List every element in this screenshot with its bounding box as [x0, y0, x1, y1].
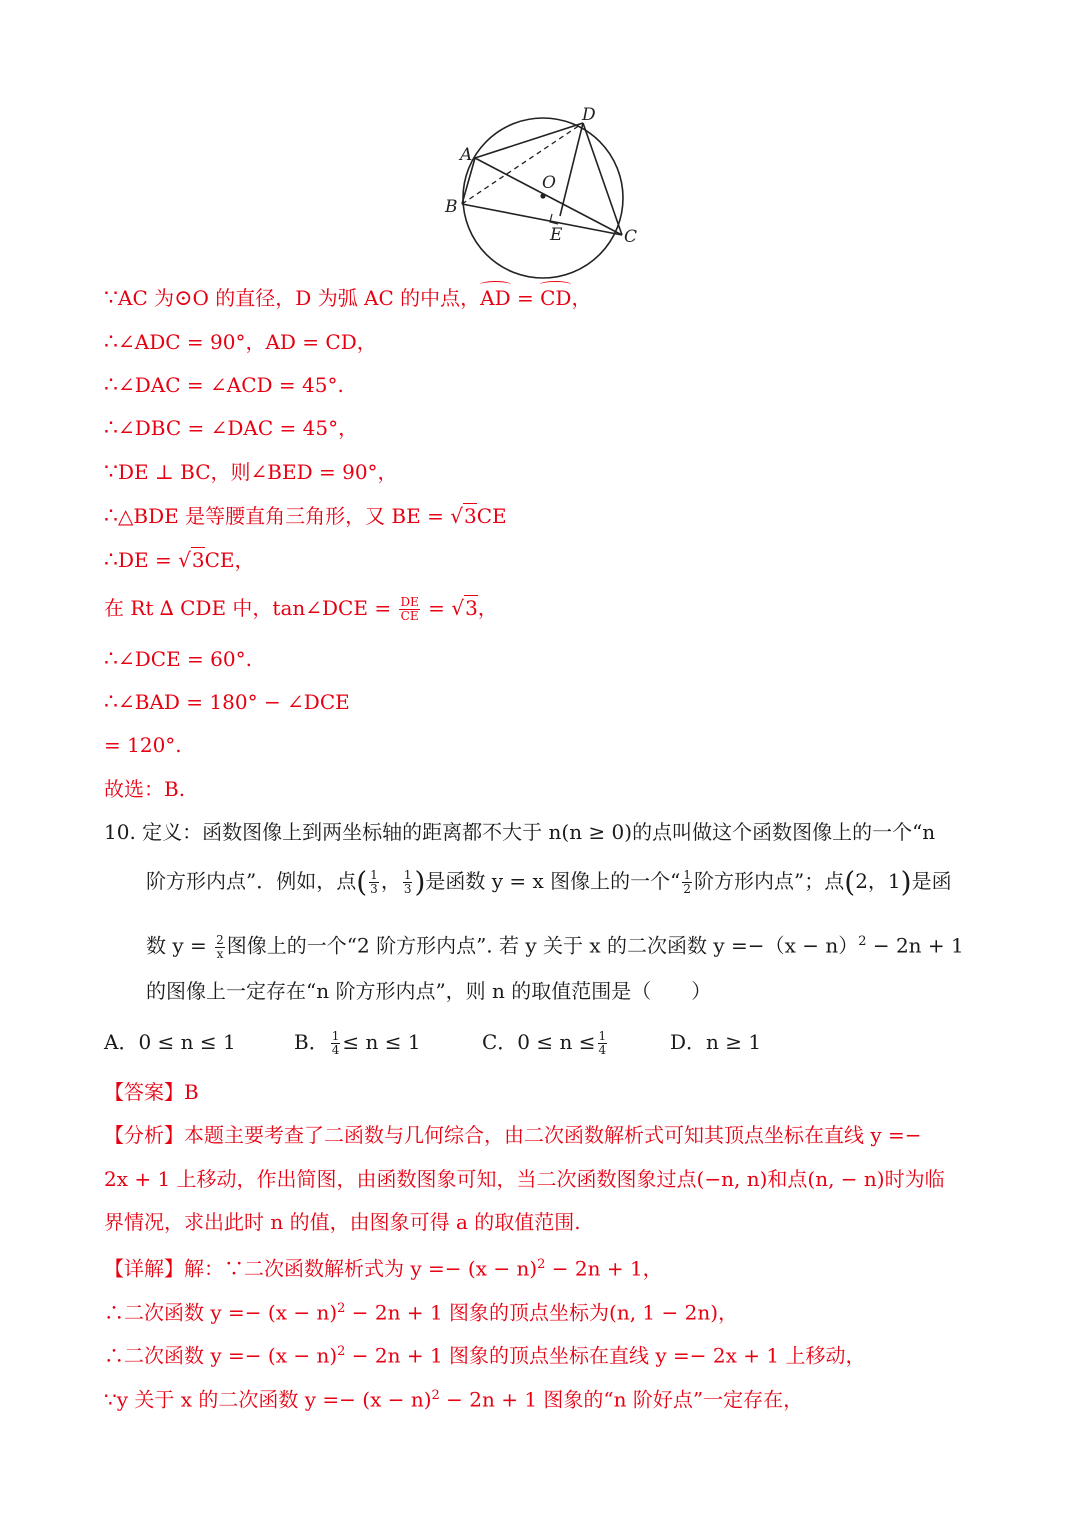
segment-ad — [475, 123, 583, 158]
answer-options — [104, 1027, 761, 1057]
label-b: B — [445, 197, 458, 217]
fraction-1-3: $\frac{1}{3}$ — [370, 868, 378, 896]
because-symbol: ∵ — [104, 460, 118, 485]
option-d: D．n ≥ 1 — [670, 1030, 762, 1054]
fraction-1-3: $\frac{1}{3}$ — [403, 868, 412, 896]
solution-line-10: ∴∠BAD = 180° − ∠DCE — [104, 690, 350, 715]
label-o: O — [542, 173, 556, 193]
question-line-4: 的图像上一定存在“n 阶方形内点”，则 n 的取值范围是（ ） — [146, 979, 712, 1003]
option-a: A．0 ≤ n ≤ 1 — [104, 1030, 236, 1054]
analysis-line-3: 界情况，求出此时 n 的值，由图象可得 a 的取值范围. — [104, 1210, 581, 1234]
analysis-line-2: 2x + 1 上移动，作出简图，由函数图象可知，当二次函数图象过点(−n, n)和点(n, − n)时为临 — [104, 1167, 945, 1191]
segment-bc — [462, 204, 622, 235]
question-line-2: 阶方形内点”．例如，点( $\frac{1}{3}$ ， $\frac{1}{3}$ )是函数 y = x 图像上的一个“ $\frac{1}{2}$ 阶方形内点”；点(2，1)是函 — [146, 865, 952, 899]
detail-line-2: ∴二次函数 $y =- (x - n)^2 - 2n + 1$ 图象的顶点坐标为(n, 1 − 2n)， — [104, 1300, 739, 1325]
label-e: E — [550, 225, 563, 245]
sqrt-3: √3 — [178, 548, 205, 572]
solution-line-8: 在 Rt ∆ CDE 中，tan∠DCE = $\frac{DE}{CE}$ = √3， — [104, 595, 498, 623]
solution-line-4: ∴∠DBC = ∠DAC = 45°， — [104, 416, 359, 441]
because-symbol: ∵ — [104, 286, 118, 311]
question-line-1: 10. 定义：函数图像上到两坐标轴的距离都不大于 n(n ≥ 0)的点叫做这个函数图像上的一个“n — [104, 820, 936, 844]
solution-line-1: ∵AC 为⊙O 的直径，D 为弧 AC 的中点，AD = CD， — [104, 283, 591, 314]
therefore-symbol: ∴ — [104, 690, 118, 715]
solution-line-5: ∵DE ⊥ BC，则∠BED = 90°， — [104, 460, 398, 485]
answer-line: 【答案】B — [104, 1080, 199, 1104]
label-c: C — [624, 227, 638, 247]
circle-dot-symbol: ⊙ — [174, 286, 193, 311]
therefore-symbol: ∴ — [104, 416, 118, 441]
solution-line-7: ∴DE = √3CE， — [104, 545, 255, 576]
detail-line-1: 【详解】解：∵二次函数解析式为 $y =- (x - n)^2 - 2n + 1$， — [104, 1256, 663, 1281]
fraction-de-ce: $\frac{DE}{CE}$ — [400, 595, 419, 623]
detail-line-4: ∵y 关于 x 的二次函数 $y =- (x - n)^2 - 2n + 1$ 图象的“n 阶好点”一定存在， — [104, 1387, 804, 1412]
therefore-symbol: ∴ — [104, 330, 118, 355]
circle-geometry-figure — [440, 100, 640, 280]
fraction-2-x: $\frac{2}{x}$ — [216, 932, 224, 961]
solution-line-12: 故选：B. — [104, 777, 186, 801]
therefore-symbol: ∴ — [104, 647, 118, 672]
option-c: C．0 ≤ n ≤ $\frac{1}{4}$ — [482, 1029, 607, 1057]
therefore-symbol: ∴ — [104, 504, 118, 529]
analysis-line-1: 【分析】本题主要考查了二函数与几何综合，由二次函数解析式可知其顶点坐标在直线 y =− — [104, 1123, 922, 1147]
solution-line-9: ∴∠DCE = 60°. — [104, 647, 252, 672]
center-point — [540, 193, 545, 198]
solution-line-11: = 120°. — [104, 733, 182, 757]
arc-cd: CD — [540, 283, 571, 313]
question-line-3: 数 y = $\frac{2}{x}$ 图像上的一个“2 阶方形内点”. 若 y 关于 x 的二次函数 $y =-(x - n)^2 - 2n + 1$ — [146, 932, 964, 961]
solution-line-6: ∴△BDE 是等腰直角三角形，又 BE = √3CE — [104, 501, 507, 532]
fraction-1-2: $\frac{1}{2}$ — [683, 868, 692, 896]
option-b: B． $\frac{1}{4}$ ≤ n ≤ 1 — [294, 1029, 421, 1057]
therefore-symbol: ∴ — [104, 548, 118, 573]
label-d: D — [582, 105, 596, 125]
sqrt-3: √3 — [450, 504, 477, 528]
detail-line-3: ∴二次函数 $y =- (x - n)^2 - 2n + 1$ 图象的顶点坐标在直线 y =− 2x + 1 上移动， — [104, 1343, 866, 1368]
segment-bd-dashed — [462, 123, 583, 204]
fraction-1-4: $\frac{1}{4}$ — [331, 1029, 340, 1057]
solution-line-3: ∴∠DAC = ∠ACD = 45°. — [104, 373, 344, 398]
arc-ad: AD — [480, 283, 510, 313]
segment-de — [560, 123, 583, 216]
sqrt-3: √3 — [451, 596, 478, 620]
label-a: A — [460, 145, 473, 165]
therefore-symbol: ∴ — [104, 373, 118, 398]
solution-line-2: ∴∠ADC = 90°，AD = CD， — [104, 330, 377, 355]
fraction-1-4: $\frac{1}{4}$ — [598, 1029, 607, 1057]
